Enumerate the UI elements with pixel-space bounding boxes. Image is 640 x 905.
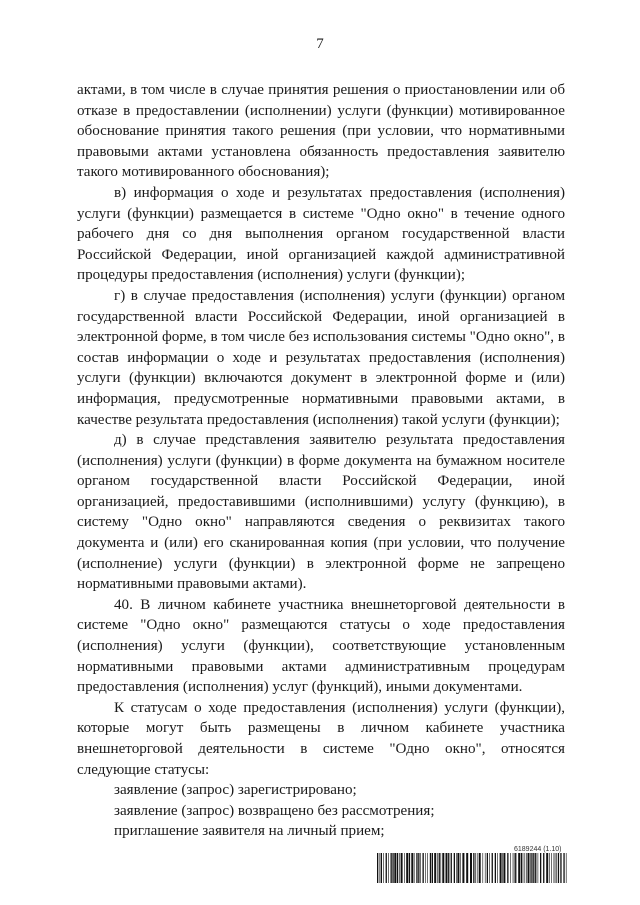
paragraph-item-g: г) в случае предоставления (исполнения) услуги (функции) органом государственной власти Российской Федерации, иной организацией в электронной форме, в том числе без использования системы "Одно окно", в состав информации о ходе и результатах предоставления (исполнения) услуги (функции) включаются документ в электронной форме и (или) информация, предусмотренные нормативными правовыми актами, в качестве результата предоставления (исполнения) такой услуги (функции); — [77, 287, 565, 428]
barcode-image — [377, 853, 569, 883]
page-number: 7 — [316, 36, 324, 52]
document-code: 6189244 (1.10) — [514, 846, 562, 853]
paragraph-continuation: актами, в том числе в случае принятия решения о приостановлении или об отказе в предоставлении (исполнении) услуги (функции) мотивированное обоснование принятия такого решения (при условии, что нормативными правовыми актами установлена обязанность предоставления заявителю такого мотивированного обоснования); — [77, 82, 565, 181]
status-item-registered: заявление (запрос) зарегистрировано; — [114, 782, 357, 799]
document-body — [77, 80, 565, 842]
status-item-invitation: приглашение заявителя на личный прием; — [114, 823, 385, 840]
paragraph-statuses-intro: К статусам о ходе предоставления (исполнения) услуги (функции), которые могут быть размещены в личном кабинете участника внешнеторговой деятельности в системе "Одно окно", относятся следующие статусы: — [77, 699, 565, 778]
paragraph-item-d: д) в случае представления заявителю результата предоставления (исполнения) услуги (функции) в форме документа на бумажном носителе органом государственной власти Российской Федерации, иной организацией, предоставившими (исполнившими) услугу (функцию), в систему "Одно окно" направляются сведения о реквизитах такого документа и (или) его сканированная копия (при условии, что получение (исполнение) услуги (функции) в электронной форме не запрещено нормативными правовыми актами). — [77, 432, 565, 593]
paragraph-clause-40: 40. В личном кабинете участника внешнеторговой деятельности в системе "Одно окно" размещаются статусы о ходе предоставления (исполнения) услуги (функции), соответствующие установленным нормативными правовыми актами административным процедурам предоставления (исполнения) услуг (функций), иными документами. — [77, 596, 565, 696]
paragraph-item-v: в) информация о ходе и результатах предоставления (исполнения) услуги (функции) размещается в системе "Одно окно" в течение одного рабочего дня со дня выполнения органом государственной власти Российской Федерации, иной организацией каждой административной процедуры предоставления (исполнения) услуги (функции); — [77, 184, 565, 284]
status-item-returned: заявление (запрос) возвращено без рассмотрения; — [114, 802, 435, 819]
